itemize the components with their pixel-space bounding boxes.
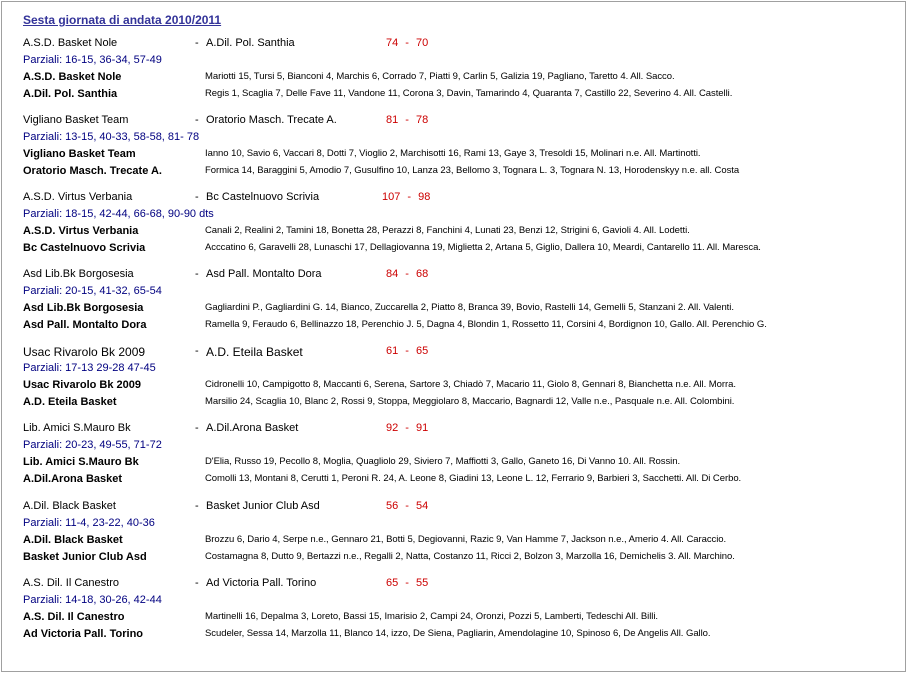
away-team-name: Basket Junior Club Asd xyxy=(206,500,320,512)
away-team-label: Basket Junior Club Asd xyxy=(23,551,147,563)
final-score: 107 - 98 xyxy=(382,191,431,203)
separator: - xyxy=(195,191,199,203)
home-roster: Ianno 10, Savio 6, Vaccari 8, Dotti 7, Vioglio 2, Marchisotti 16, Rami 13, Gaye 3, Tresoldi 15, Molinari n.e. All. Martinotti. xyxy=(205,148,701,159)
away-roster: Costamagna 8, Dutto 9, Bertazzi n.e., Regalli 2, Natta, Costanzo 11, Ricci 2, Bolzon 3, Marzolla 16, Demichelis 3. All. Marchino. xyxy=(205,551,735,562)
home-roster: Brozzu 6, Dario 4, Serpe n.e., Gennaro 21, Botti 5, Degiovanni, Razic 9, Van Hamme 7, Jackson n.e., Amerio 4. All. Caraccio. xyxy=(205,534,727,545)
partial-scores: Parziali: 18-15, 42-44, 66-68, 90-90 dts xyxy=(23,208,214,220)
separator: - xyxy=(195,345,199,357)
away-roster: Acccatino 6, Garavelli 28, Lunaschi 17, Dellagiovanna 19, Miglietta 2, Artana 5, Giglio, Dallera 10, Meardi, Cantarello 11. All. Maresca. xyxy=(205,242,761,253)
game-block xyxy=(2,500,907,578)
game-block xyxy=(2,268,907,346)
game-block xyxy=(2,577,907,655)
away-team-name: Asd Pall. Montalto Dora xyxy=(206,268,322,280)
game-block xyxy=(2,37,907,115)
home-team-name: Asd Lib.Bk Borgosesia xyxy=(23,268,134,280)
away-team-label: A.D. Eteila Basket xyxy=(23,396,117,408)
game-block xyxy=(2,345,907,423)
final-score: 61 - 65 xyxy=(386,345,429,357)
separator: - xyxy=(195,37,199,49)
away-roster: Ramella 9, Feraudo 6, Bellinazzo 18, Perenchio J. 5, Dagna 4, Blondin 1, Rossetto 11, Corsini 4, Bordignon 10, Gallo. All. Perenchio G. xyxy=(205,319,767,330)
away-team-label: Bc Castelnuovo Scrivia xyxy=(23,242,146,254)
separator: - xyxy=(195,500,199,512)
final-score: 84 - 68 xyxy=(386,268,429,280)
away-team-name: A.D. Eteila Basket xyxy=(206,345,303,359)
partial-scores: Parziali: 13-15, 40-33, 58-58, 81- 78 xyxy=(23,131,200,143)
home-team-label: Lib. Amici S.Mauro Bk xyxy=(23,456,139,468)
home-team-label: Vigliano Basket Team xyxy=(23,148,136,160)
partial-scores: Parziali: 17-13 29-28 47-45 xyxy=(23,362,156,374)
away-roster: Regis 1, Scaglia 7, Delle Fave 11, Vandone 11, Corona 3, Davin, Tamarindo 4, Quaranta 7, Castillo 22, Severino 4. All. Castelli. xyxy=(205,88,733,99)
home-roster: Gagliardini P., Gagliardini G. 14, Bianco, Zuccarella 2, Piatto 8, Branca 39, Bovio, Rastelli 14, Gemelli 5, Stanzani 2. All. Valenti. xyxy=(205,302,734,313)
home-team-name: Vigliano Basket Team xyxy=(23,114,129,126)
away-roster: Formica 14, Baraggini 5, Amodio 7, Gusulfino 10, Lanza 23, Bellomo 3, Tognara L. 3, Tognara N. 13, Horodenskyy n.e. all. Costa xyxy=(205,165,740,176)
separator: - xyxy=(195,114,199,126)
final-score: 65 - 55 xyxy=(386,577,429,589)
partial-scores: Parziali: 11-4, 23-22, 40-36 xyxy=(23,517,155,529)
away-team-name: A.Dil. Pol. Santhia xyxy=(206,37,295,49)
home-team-name: A.Dil. Black Basket xyxy=(23,500,116,512)
game-block xyxy=(2,422,907,500)
separator: - xyxy=(195,268,199,280)
home-roster: D'Elia, Russo 19, Pecollo 8, Moglia, Quagliolo 29, Siviero 7, Maffiotti 3, Gallo, Ganeto 16, Di Vanno 10. All. Rossin. xyxy=(205,456,681,467)
home-roster: Mariotti 15, Tursi 5, Bianconi 4, Marchis 6, Corrado 7, Piatti 9, Carlin 5, Galizia 19, Pagliano, Taretto 4. All. Sacco. xyxy=(205,71,675,82)
home-team-name: A.S.D. Virtus Verbania xyxy=(23,191,133,203)
page-title: Sesta giornata di andata 2010/2011 xyxy=(23,13,222,27)
away-roster: Marsilio 24, Scaglia 10, Blanc 2, Rossi 9, Stoppa, Meggiolaro 8, Maccario, Bagnardi 12, Valle n.e., Pasquale n.e. All. Colombini. xyxy=(205,396,735,407)
home-team-label: A.S.D. Virtus Verbania xyxy=(23,225,139,237)
final-score: 92 - 91 xyxy=(386,422,429,434)
home-team-label: Asd Lib.Bk Borgosesia xyxy=(23,302,144,314)
away-roster: Scudeler, Sessa 14, Marzolla 11, Blanco 14, izzo, De Siena, Pagliarin, Amendolagine 10, Spinoso 6, De Angelis All. Gallo. xyxy=(205,628,711,639)
home-team-name: Usac Rivarolo Bk 2009 xyxy=(23,345,146,359)
home-team-name: A.S.D. Basket Nole xyxy=(23,37,118,49)
home-roster: Canali 2, Realini 2, Tamini 18, Bonetta 28, Perazzi 8, Fanchini 4, Lunati 23, Benzi 12, Strigini 6, Gavioli 4. All. Lodetti. xyxy=(205,225,690,236)
away-team-label: Oratorio Masch. Trecate A. xyxy=(23,165,162,177)
partial-scores: Parziali: 20-15, 41-32, 65-54 xyxy=(23,285,162,297)
game-block xyxy=(2,114,907,192)
away-roster: Comolli 13, Montani 8, Cerutti 1, Peroni R. 24, A. Leone 8, Giadini 13, Leone L. 12, Ferrario 9, Barbieri 3, Sacchetti. All. Di Cerbo. xyxy=(205,473,742,484)
away-team-label: A.Dil. Pol. Santhia xyxy=(23,88,118,100)
partial-scores: Parziali: 16-15, 36-34, 57-49 xyxy=(23,54,162,66)
partial-scores: Parziali: 14-18, 30-26, 42-44 xyxy=(23,594,162,606)
away-team-name: A.Dil.Arona Basket xyxy=(206,422,299,434)
partial-scores: Parziali: 20-23, 49-55, 71-72 xyxy=(23,439,162,451)
away-team-label: A.Dil.Arona Basket xyxy=(23,473,123,485)
away-team-name: Oratorio Masch. Trecate A. xyxy=(206,114,337,126)
final-score: 74 - 70 xyxy=(386,37,429,49)
separator: - xyxy=(195,577,199,589)
away-team-label: Ad Victoria Pall. Torino xyxy=(23,628,144,640)
home-team-label: Usac Rivarolo Bk 2009 xyxy=(23,379,142,391)
home-team-name: Lib. Amici S.Mauro Bk xyxy=(23,422,131,434)
home-team-label: A.S. Dil. Il Canestro xyxy=(23,611,125,623)
final-score: 56 - 54 xyxy=(386,500,429,512)
home-team-name: A.S. Dil. Il Canestro xyxy=(23,577,119,589)
away-team-name: Ad Victoria Pall. Torino xyxy=(206,577,317,589)
away-team-label: Asd Pall. Montalto Dora xyxy=(23,319,147,331)
game-block xyxy=(2,191,907,269)
final-score: 81 - 78 xyxy=(386,114,429,126)
home-roster: Cidronelli 10, Campigotto 8, Maccanti 6, Serena, Sartore 3, Chiadò 7, Macario 11, Giolo 8, Gennari 8, Bianchetta n.e. All. Morra. xyxy=(205,379,736,390)
separator: - xyxy=(195,422,199,434)
home-roster: Martinelli 16, Depalma 3, Loreto, Bassi 15, Imarisio 2, Campi 24, Oronzi, Pozzi 5, Lamberti, Tedeschi All. Billi. xyxy=(205,611,659,622)
home-team-label: A.Dil. Black Basket xyxy=(23,534,123,546)
away-team-name: Bc Castelnuovo Scrivia xyxy=(206,191,320,203)
home-team-label: A.S.D. Basket Nole xyxy=(23,71,122,83)
results-panel xyxy=(1,1,906,672)
